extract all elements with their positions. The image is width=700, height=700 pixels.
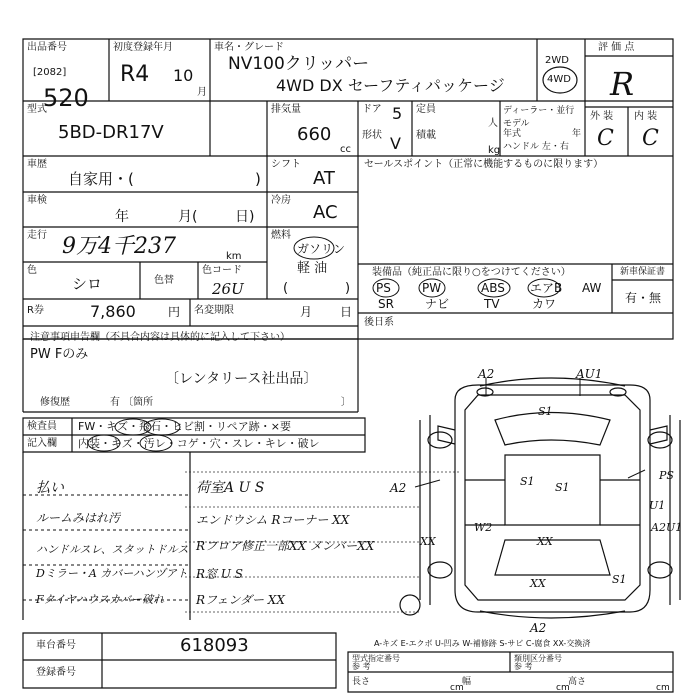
handle-label: ハンドル 左・右	[503, 142, 569, 152]
mark-s1-a: S1	[538, 405, 553, 418]
new-warranty-label: 新車保証書	[620, 267, 666, 277]
length-label: 長さ	[352, 677, 371, 687]
color-value: シロ	[72, 275, 103, 293]
lot-sub: [2082]	[33, 67, 67, 78]
int-grade: C	[642, 126, 659, 151]
mark-a2u1: A2U1	[651, 521, 683, 534]
mark-xx-3: XX	[530, 577, 546, 590]
fuel-paren-open: (	[283, 281, 289, 296]
hw-left-4: Dミラー・A カバーハンヅアト	[36, 567, 188, 580]
hw-right-1: 荷室A U S	[196, 480, 265, 496]
name-change-day: 日	[340, 305, 353, 319]
shape-value: V	[390, 134, 401, 153]
ext-label: 外 装	[590, 111, 614, 122]
equip-aw: AW	[582, 281, 602, 295]
hw-right-4: R窓 U S	[196, 567, 243, 581]
mark-s1-d: S1	[612, 573, 627, 586]
length-cm: cm	[450, 683, 464, 693]
equip-leather: カワ	[532, 297, 557, 311]
cap-label: 定員	[416, 104, 436, 115]
reg-era: R4	[120, 62, 150, 87]
drive-2wd: 2WD	[545, 55, 569, 66]
repair-label: 修復歴	[40, 397, 70, 408]
score-value: R	[610, 65, 635, 103]
notes-label: 注意事項申告欄（不具合内容は具体的に記入して下さい）	[30, 332, 290, 343]
width-label: 幅	[462, 677, 472, 687]
inspect-year: 年	[115, 209, 129, 225]
car-name-label: 車名・グレード	[214, 42, 284, 53]
fuel-gas: ガソリン	[297, 242, 346, 256]
mark-ps: PS	[659, 469, 674, 482]
ac-value: AC	[313, 202, 338, 223]
load-unit: kg	[488, 145, 501, 156]
sd-label: 型式指定番号	[352, 654, 400, 663]
ac-label: 冷房	[271, 195, 291, 206]
chassis-number: 618093	[180, 635, 249, 656]
repair-close: 〕	[341, 397, 351, 408]
reg-month: 10	[173, 66, 194, 85]
equip-ps: PS	[376, 281, 391, 295]
equip-tv: TV	[484, 297, 500, 311]
sales-point-label: セールスポイント（正常に機能するものに限ります）	[364, 159, 604, 170]
color-code: 26U	[212, 280, 244, 298]
mileage-value: 9万4千237	[62, 234, 176, 259]
color-change-label: 色替	[154, 275, 174, 286]
mark-s1-b: S1	[520, 475, 535, 488]
cls-label: 類別区分番号	[514, 654, 562, 663]
shift-value: AT	[313, 168, 335, 189]
inspect-month: 月(	[178, 209, 198, 225]
name-change-label: 名変期限	[194, 305, 234, 316]
hw-left-5: Fタイヤハウスカバー破れ	[36, 593, 165, 606]
dealer-label: ディーラー・並行	[503, 106, 575, 116]
mileage-unit: km	[226, 251, 242, 262]
disp-value: 660	[297, 124, 332, 145]
inspector-label-2: 記入欄	[27, 438, 57, 449]
equipment-label: 装備品（純正品に限り○をつけてください）	[372, 267, 571, 278]
disp-unit: cc	[340, 144, 351, 155]
history-close: )	[255, 170, 261, 188]
mark-w2: W2	[474, 521, 493, 534]
fuel-paren-close: )	[345, 281, 351, 296]
disp-label: 排気量	[271, 104, 301, 115]
width-cm: cm	[556, 683, 570, 693]
notes-line1: PW Fのみ	[30, 347, 89, 362]
cap-unit: 人	[488, 118, 498, 129]
chassis-label: 車台番号	[36, 640, 76, 651]
hw-left-3: ハンドルスレ、スタットドルス	[36, 543, 189, 556]
drive-4wd: 4WD	[547, 74, 571, 85]
hw-right-2: エンドウシム Rコーナー XX	[196, 513, 350, 527]
reg-number-label: 登録番号	[36, 667, 76, 678]
height-cm: cm	[656, 683, 670, 693]
reg-label: 初度登録年月	[113, 42, 173, 53]
mark-au1: AU1	[576, 367, 603, 381]
sd-ref: 参 考	[352, 662, 371, 671]
history-value: 自家用・(	[68, 170, 134, 188]
hw-right-3: Rフロア修正一部XX メンバーXX	[196, 539, 375, 553]
recycle-value: 7,860	[90, 302, 136, 321]
ext-grade: C	[597, 126, 614, 151]
recycle-label: R券	[27, 305, 44, 316]
door-value: 5	[392, 104, 403, 123]
hw-right-5: Rフェンダー XX	[196, 593, 285, 607]
inspect-label: 車検	[27, 195, 47, 206]
hw-left-1: 払い	[36, 480, 64, 496]
mark-a2-left: A2	[390, 481, 407, 495]
int-label: 内 装	[634, 111, 658, 122]
equip-pw: PW	[422, 281, 442, 295]
equip-sr: SR	[378, 297, 394, 311]
inspect-day: 日)	[235, 209, 255, 225]
score-label: 評 価 点	[598, 42, 635, 53]
mileage-label: 走行	[27, 230, 47, 241]
recycle-unit: 円	[168, 305, 181, 319]
notes-rental: 〔レンタリース社出品〕	[165, 371, 318, 387]
legend: A-キズ E-エクボ U-凹み W-補修跡 S-サビ C-腐食 XX-交換済	[374, 639, 591, 648]
lot-label: 出品番号	[27, 42, 67, 53]
door-label: ドア	[362, 104, 382, 115]
equip-airbag: エアB	[530, 281, 563, 295]
mark-xx-2: XX	[537, 535, 553, 548]
color-label: 色	[27, 265, 37, 276]
mark-s1-c: S1	[555, 481, 570, 494]
model-label: 型式	[27, 104, 47, 115]
model-code: 5BD-DR17V	[58, 122, 164, 143]
cls-ref: 参 考	[514, 662, 533, 671]
year-label: 年式	[503, 129, 522, 139]
mark-xx-1: XX	[420, 535, 436, 548]
shape-label: 形状	[362, 130, 382, 141]
rear-seat-label: 後日系	[364, 317, 394, 328]
history-label: 車歴	[27, 159, 47, 170]
lot-number: 520	[43, 84, 89, 112]
inspector-row2: 内装・キズ・汚レ・コゲ・穴・スレ・キレ・破レ	[78, 437, 320, 450]
height-label: 高さ	[568, 677, 587, 687]
year-unit: 年	[572, 129, 582, 139]
inspector-row1: FW・キズ・飛石・ヒビ割・リペア跡・×要	[78, 420, 291, 433]
equip-abs: ABS	[481, 281, 505, 295]
reg-month-unit: 月	[197, 87, 207, 98]
equip-navi: ナビ	[425, 297, 450, 311]
mark-a2-bottom: A2	[530, 621, 547, 635]
fuel-diesel: 軽 油	[297, 261, 328, 276]
color-code-label: 色コード	[202, 265, 242, 276]
mark-a2-top: A2	[478, 367, 495, 381]
model-year-label: モデル	[503, 119, 530, 129]
fuel-label: 燃料	[271, 230, 291, 241]
name-change-month: 月	[300, 305, 313, 319]
repair-value: 有 〔箇所	[110, 397, 154, 408]
new-warranty-value: 有・無	[625, 291, 662, 305]
car-name: NV100クリッパー	[228, 54, 370, 74]
car-grade: 4WD DX セーフティパッケージ	[276, 76, 505, 95]
load-label: 積載	[416, 130, 436, 141]
inspector-label-1: 検査員	[27, 421, 57, 432]
hw-left-2: ルームみはれ汚	[36, 511, 121, 525]
mark-u1: U1	[649, 499, 666, 512]
shift-label: シフト	[271, 159, 301, 170]
